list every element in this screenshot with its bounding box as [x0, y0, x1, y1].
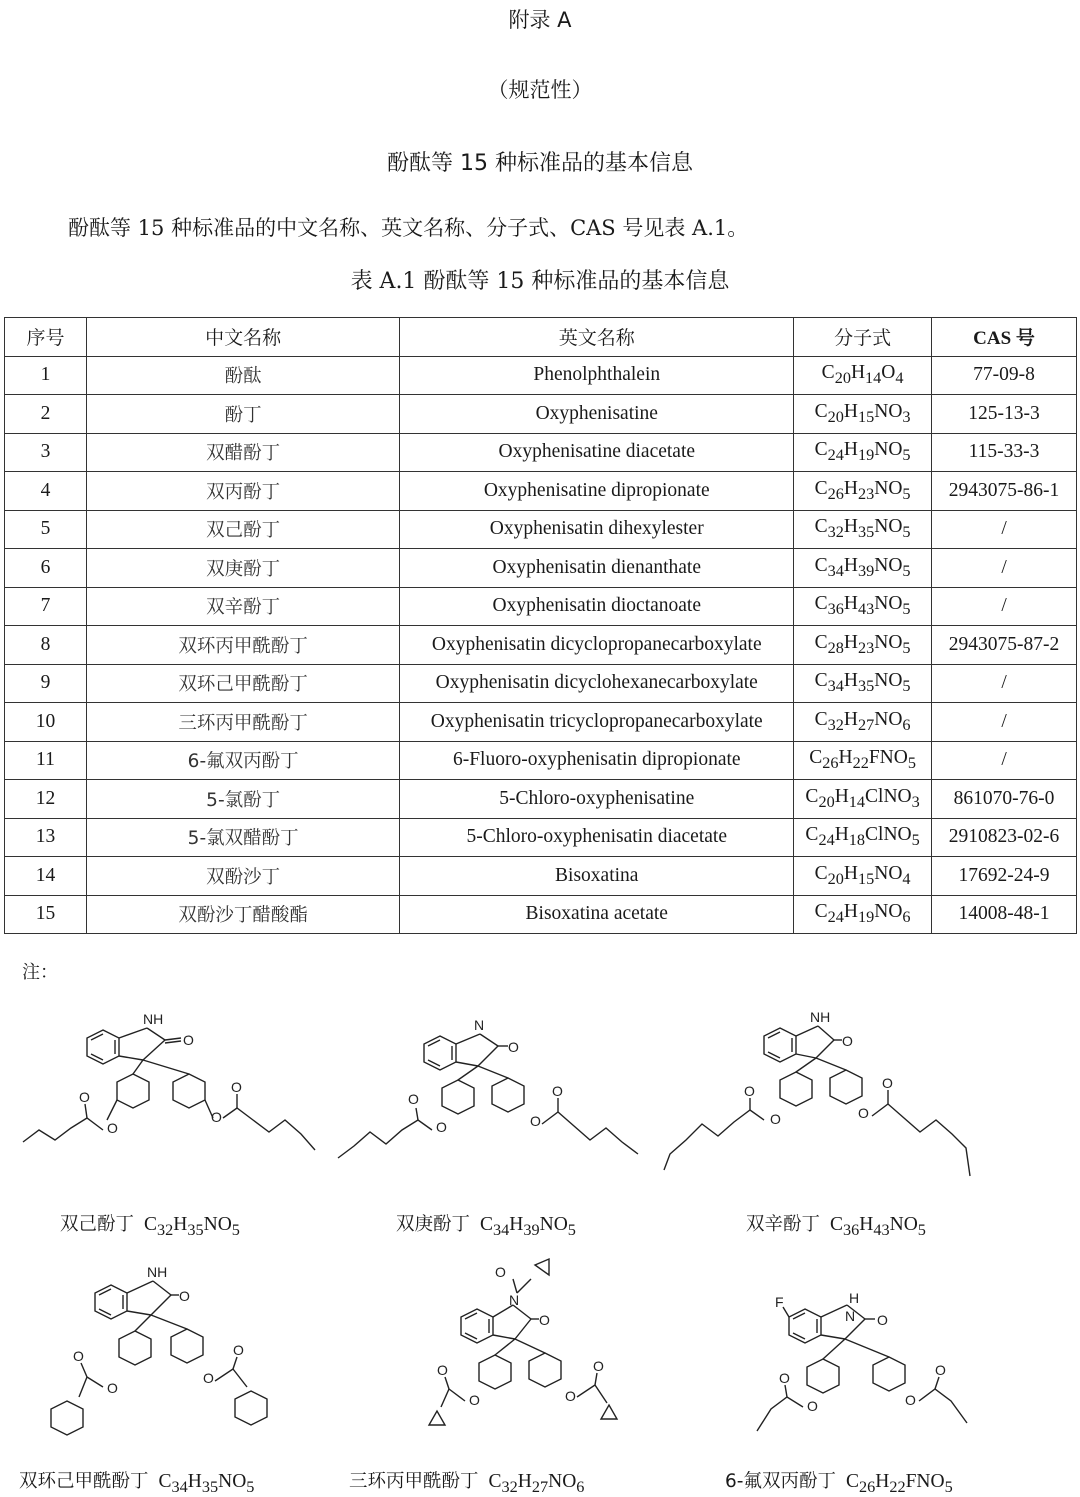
cell-en-name: Oxyphenisatin dicyclopropanecarboxylate: [400, 626, 794, 665]
svg-text:N: N: [845, 1308, 856, 1324]
o-label: O: [183, 1032, 194, 1048]
cell-cn-name: 双辛酚丁: [86, 587, 400, 626]
svg-text:O: O: [858, 1105, 869, 1121]
cell-no: 6: [5, 549, 87, 588]
normative-label: （规范性）: [487, 78, 593, 102]
table-row: [5, 741, 1077, 780]
o-ester-right: O: [211, 1109, 222, 1125]
cell-cas: /: [932, 510, 1077, 549]
cell-no: 7: [5, 587, 87, 626]
cell-cn-name: 酚酞: [86, 356, 400, 395]
cell-en-name: Oxyphenisatine diacetate: [400, 433, 794, 472]
cell-en-name: Oxyphenisatin dihexylester: [400, 510, 794, 549]
cell-cn-name: 酚丁: [86, 395, 400, 434]
svg-text:O: O: [436, 1119, 447, 1135]
svg-text:O: O: [935, 1362, 946, 1378]
cell-no: 10: [5, 703, 87, 742]
svg-text:O: O: [495, 1264, 506, 1280]
svg-text:O: O: [203, 1370, 214, 1386]
table-row: [5, 626, 1077, 665]
cell-en-name: 6-Fluoro-oxyphenisatin dipropionate: [400, 741, 794, 780]
cell-cas: 77-09-8: [932, 356, 1077, 395]
svg-text:O: O: [469, 1392, 480, 1408]
cell-no: 12: [5, 780, 87, 819]
cell-cas: 2910823-02-6: [932, 818, 1077, 857]
svg-text:O: O: [807, 1398, 818, 1414]
cell-no: 9: [5, 664, 87, 703]
svg-text:O: O: [233, 1342, 244, 1358]
header-cas: CAS 号: [932, 318, 1077, 357]
cell-no: 11: [5, 741, 87, 780]
svg-text:O: O: [770, 1111, 781, 1127]
nh-label: NH: [143, 1011, 164, 1027]
svg-text:O: O: [593, 1358, 604, 1374]
svg-text:O: O: [179, 1288, 190, 1304]
cell-formula: $C_{24}H_{19}NO_6$: [794, 895, 932, 934]
cell-formula: $C_{26}H_{23}NO_5$: [794, 472, 932, 511]
structure-caption: 6-氟双丙酚丁 $C_{26}H_{22}FNO_5$: [725, 1471, 953, 1496]
svg-text:O: O: [73, 1348, 84, 1364]
cell-formula: $C_{34}H_{35}NO_5$: [794, 664, 932, 703]
svg-text:H: H: [849, 1290, 860, 1306]
table-row: [5, 818, 1077, 857]
cell-cn-name: 双庚酚丁: [86, 549, 400, 588]
table-row: [5, 703, 1077, 742]
structure-tricyclopropyl: [345, 1255, 655, 1496]
structure-dicyclohexyl: [15, 1255, 325, 1496]
svg-text:O: O: [437, 1362, 448, 1378]
cell-en-name: Oxyphenisatin dicyclohexanecarboxylate: [400, 664, 794, 703]
svg-text:O: O: [231, 1079, 242, 1095]
standards-table: [4, 317, 1077, 934]
cell-cas: 861070-76-0: [932, 780, 1077, 819]
cell-en-name: Oxyphenisatine: [400, 395, 794, 434]
intro-paragraph: 酚酞等 15 种标准品的中文名称、英文名称、分子式、CAS 号见表 A.1。: [68, 216, 749, 240]
svg-text:O: O: [552, 1083, 563, 1099]
cell-formula: $C_{36}H_{43}NO_5$: [794, 587, 932, 626]
cell-no: 3: [5, 433, 87, 472]
header-formula: 分子式: [794, 318, 932, 357]
cell-cn-name: 双酚沙丁醋酸酯: [86, 895, 400, 934]
structure-caption: 三环丙甲酰酚丁 $C_{32}H_{27}NO_6$: [349, 1471, 585, 1496]
cell-cn-name: 双醋酚丁: [86, 433, 400, 472]
cell-en-name: 5-Chloro-oxyphenisatine: [400, 780, 794, 819]
cell-en-name: Bisoxatina: [400, 857, 794, 896]
structure-dihexyl: [15, 1000, 325, 1240]
table-row: [5, 433, 1077, 472]
cell-cas: 2943075-86-1: [932, 472, 1077, 511]
cell-cn-name: 双环丙甲酰酚丁: [86, 626, 400, 665]
svg-text:O: O: [905, 1392, 916, 1408]
appendix-heading: 附录 A: [508, 8, 572, 32]
cell-no: 2: [5, 395, 87, 434]
cell-cn-name: 5-氯双醋酚丁: [86, 818, 400, 857]
svg-text:N: N: [474, 1017, 485, 1033]
cell-formula: $C_{24}H_{19}NO_5$: [794, 433, 932, 472]
cell-formula: $C_{32}H_{27}NO_6$: [794, 703, 932, 742]
o-ester-left: O: [107, 1120, 118, 1136]
svg-text:F: F: [775, 1294, 784, 1310]
header-en-name: 英文名称: [400, 318, 794, 357]
cell-cas: /: [932, 664, 1077, 703]
svg-text:O: O: [508, 1039, 519, 1055]
svg-text:O: O: [779, 1370, 790, 1386]
structure-caption: 双辛酚丁 $C_{36}H_{43}NO_5$: [746, 1214, 926, 1239]
cell-cas: 2943075-87-2: [932, 626, 1077, 665]
cell-cas: 14008-48-1: [932, 895, 1077, 934]
note-label: 注：: [22, 962, 58, 983]
cell-cas: 125-13-3: [932, 395, 1077, 434]
cell-en-name: Oxyphenisatin dioctanoate: [400, 587, 794, 626]
cell-cn-name: 双己酚丁: [86, 510, 400, 549]
cell-cas: /: [932, 549, 1077, 588]
cell-en-name: Phenolphthalein: [400, 356, 794, 395]
cell-cn-name: 双环己甲酰酚丁: [86, 664, 400, 703]
cell-cas: /: [932, 703, 1077, 742]
cell-no: 8: [5, 626, 87, 665]
section-title: 酚酞等 15 种标准品的基本信息: [387, 151, 693, 176]
cell-cas: 115-33-3: [932, 433, 1077, 472]
cell-formula: $C_{20}H_{15}NO_3$: [794, 395, 932, 434]
table-row: [5, 356, 1077, 395]
cell-no: 13: [5, 818, 87, 857]
table-row: [5, 895, 1077, 934]
cell-no: 1: [5, 356, 87, 395]
cell-en-name: 5-Chloro-oxyphenisatin diacetate: [400, 818, 794, 857]
cell-formula: $C_{20}H_{14}O_4$: [794, 356, 932, 395]
svg-text:O: O: [744, 1083, 755, 1099]
structure-dioctanoate: [660, 1000, 980, 1240]
table-title: 表 A.1 酚酞等 15 种标准品的基本信息: [350, 269, 730, 294]
table-row: [5, 510, 1077, 549]
caption-name: 双己酚丁: [60, 1214, 135, 1235]
svg-text:O: O: [877, 1312, 888, 1328]
table-row: [5, 857, 1077, 896]
cell-no: 4: [5, 472, 87, 511]
cell-no: 15: [5, 895, 87, 934]
cell-cn-name: 双丙酚丁: [86, 472, 400, 511]
svg-text:O: O: [842, 1033, 853, 1049]
cell-no: 5: [5, 510, 87, 549]
cell-formula: $C_{20}H_{15}NO_4$: [794, 857, 932, 896]
table-row: [5, 664, 1077, 703]
cell-cas: /: [932, 741, 1077, 780]
svg-text:O: O: [408, 1091, 419, 1107]
cell-cn-name: 双酚沙丁: [86, 857, 400, 896]
table-row: [5, 780, 1077, 819]
cell-cn-name: 三环丙甲酰酚丁: [86, 703, 400, 742]
svg-text:NH: NH: [147, 1264, 168, 1280]
table-row: [5, 549, 1077, 588]
header-no: 序号: [5, 318, 87, 357]
caption-formula: $C_{32}H_{35}NO_5$: [144, 1214, 240, 1239]
table-header-row: [5, 318, 1077, 357]
table-row: [5, 472, 1077, 511]
cell-en-name: Bisoxatina acetate: [400, 895, 794, 934]
cell-formula: $C_{20}H_{14}ClNO_3$: [794, 780, 932, 819]
cell-cn-name: 5-氯酚丁: [86, 780, 400, 819]
cell-formula: $C_{26}H_{22}FNO_5$: [794, 741, 932, 780]
cell-formula: $C_{32}H_{35}NO_5$: [794, 510, 932, 549]
isatin-core: [87, 1028, 181, 1064]
svg-text:O: O: [530, 1113, 541, 1129]
cell-formula: $C_{28}H_{23}NO_5$: [794, 626, 932, 665]
cell-formula: $C_{34}H_{39}NO_5$: [794, 549, 932, 588]
cell-cn-name: 6-氟双丙酚丁: [86, 741, 400, 780]
svg-text:O: O: [79, 1089, 90, 1105]
svg-text:NH: NH: [810, 1009, 831, 1025]
cell-no: 14: [5, 857, 87, 896]
structure-caption: 双环己甲酰酚丁 $C_{34}H_{35}NO_5$: [19, 1471, 255, 1496]
cell-en-name: Oxyphenisatin dienanthate: [400, 549, 794, 588]
cell-cas: 17692-24-9: [932, 857, 1077, 896]
cell-cas: /: [932, 587, 1077, 626]
cell-formula: $C_{24}H_{18}ClNO_5$: [794, 818, 932, 857]
svg-text:O: O: [882, 1075, 893, 1091]
structure-dienanthate: [330, 1000, 650, 1240]
svg-text:O: O: [539, 1312, 550, 1328]
structure-fluoro-dipropionate: [725, 1255, 1025, 1496]
cell-en-name: Oxyphenisatine dipropionate: [400, 472, 794, 511]
svg-text:O: O: [107, 1380, 118, 1396]
cell-en-name: Oxyphenisatin tricyclopropanecarboxylate: [400, 703, 794, 742]
table-row: [5, 395, 1077, 434]
svg-text:N: N: [509, 1292, 520, 1308]
table-row: [5, 587, 1077, 626]
structure-caption: 双庚酚丁 $C_{34}H_{39}NO_5$: [396, 1214, 576, 1239]
structure-caption: [60, 1210, 240, 1240]
svg-text:O: O: [565, 1388, 576, 1404]
header-cn-name: 中文名称: [86, 318, 400, 357]
